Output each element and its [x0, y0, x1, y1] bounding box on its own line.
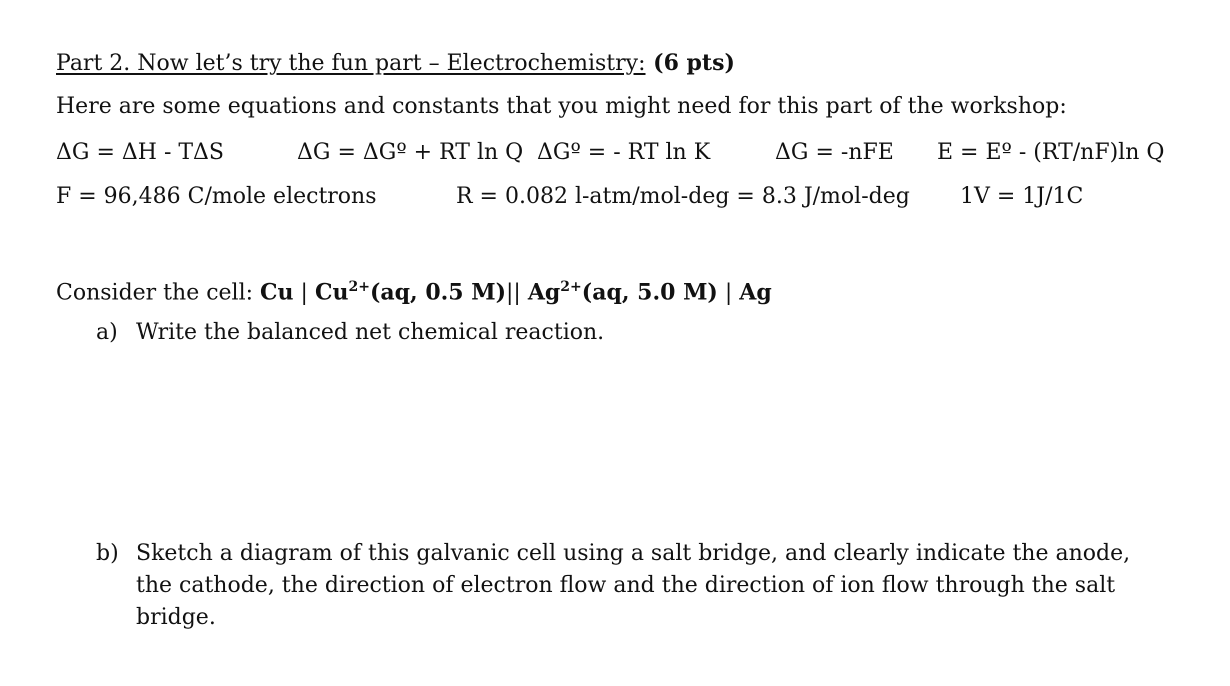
equation-gibbs-cell-potential: ΔG = -nFE — [775, 140, 894, 165]
equation-gibbs-reaction-quotient: ΔG = ΔGº + RT ln Q — [297, 140, 524, 165]
cell-cathode-charge: 2+ — [560, 279, 582, 295]
cell-notation — [56, 272, 772, 308]
cell-separator: | — [293, 280, 315, 306]
cell-separator-2: | — [717, 280, 740, 306]
question-b-label: b) — [96, 541, 119, 566]
intro-text: Here are some equations and constants that you might need for this part of the workshop: — [56, 94, 1067, 119]
question-a-text: Write the balanced net chemical reaction. — [136, 320, 605, 345]
cell-anode-charge: 2+ — [348, 279, 370, 295]
constant-faraday: F = 96,486 C/mole electrons — [56, 184, 377, 209]
question-b-line-3: bridge. — [136, 605, 216, 630]
equation-nernst: E = Eº - (RT/nF)ln Q — [937, 140, 1165, 165]
cell-anode-metal: Cu — [260, 279, 294, 306]
constant-volt: 1V = 1J/1C — [960, 184, 1084, 209]
cell-cathode-ion: Ag — [527, 279, 561, 306]
equation-gibbs-enthalpy: ΔG = ΔH - TΔS — [56, 140, 225, 165]
cell-anode-ion: Cu — [314, 279, 349, 306]
cell-anode-conc: (aq, 0.5 M) — [369, 279, 507, 306]
question-a-label: a) — [96, 320, 118, 345]
section-title-text: Part 2. Now let’s try the fun part – Electrochemistry: — [56, 51, 646, 76]
question-b-line-2: the cathode, the direction of electron flow and the direction of ion flow through the salt — [136, 573, 1116, 598]
cell-cathode-metal: Ag — [739, 279, 772, 306]
cell-prefix: Consider the cell: — [56, 280, 261, 306]
section-title — [56, 48, 735, 79]
equation-gibbs-equilibrium: ΔGº = - RT ln K — [537, 140, 711, 165]
cell-cathode-conc: (aq, 5.0 M) — [581, 279, 718, 306]
cell-salt-bridge: || — [506, 280, 528, 306]
section-points: (6 pts) — [645, 50, 735, 76]
constant-gas: R = 0.082 l-atm/mol-deg = 8.3 J/mol-deg — [456, 184, 910, 209]
question-b-line-1: Sketch a diagram of this galvanic cell using a salt bridge, and clearly indicate the anode, — [136, 541, 1131, 566]
